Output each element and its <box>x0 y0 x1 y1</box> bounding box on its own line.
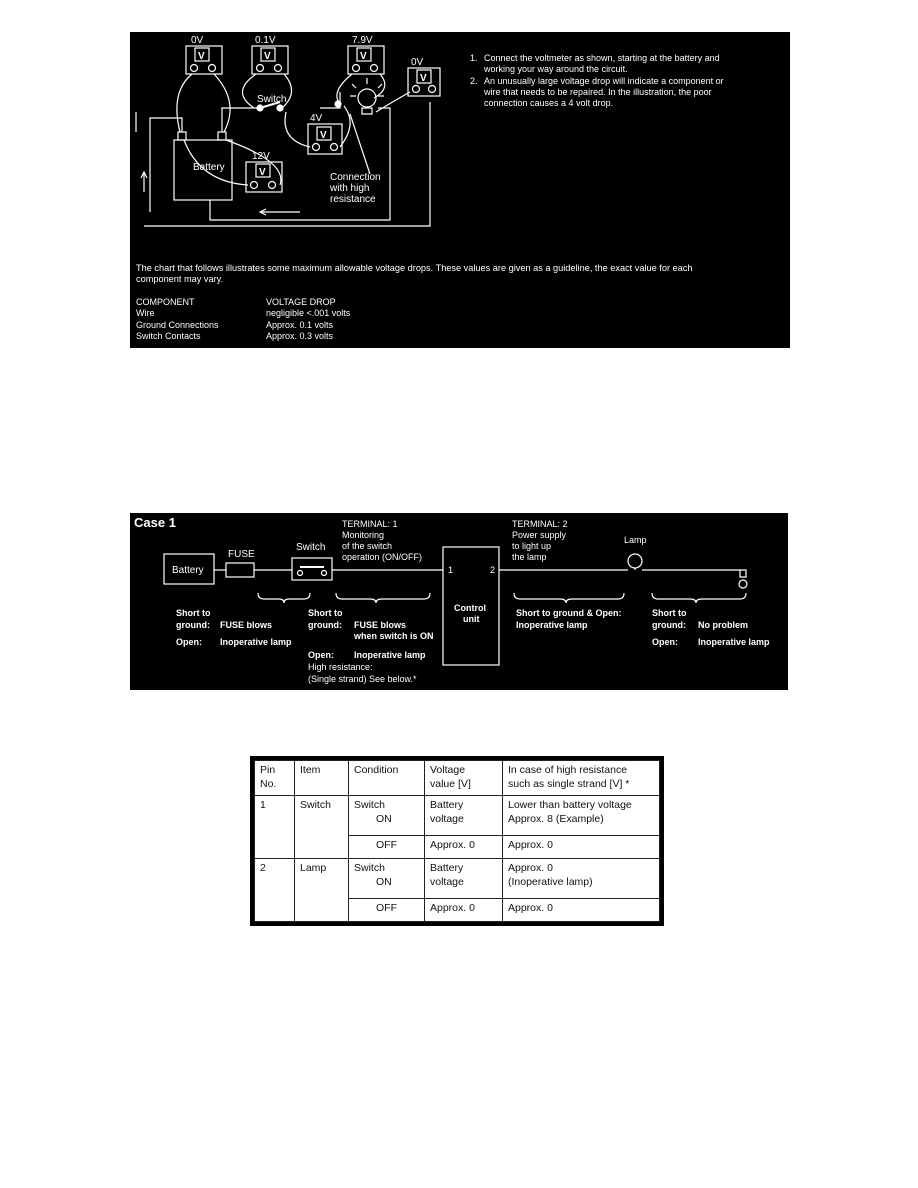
control-unit-line-2: unit <box>463 614 480 624</box>
chart-header-component: COMPONENT <box>136 297 195 307</box>
item-cell: Switch <box>295 796 349 859</box>
condition-cell <box>349 898 425 921</box>
chart-header-drop: VOLTAGE DROP <box>266 297 336 307</box>
meter-v-1: V <box>198 51 205 62</box>
battery-label: Battery <box>172 565 204 576</box>
chart-row-3-drop: Approx. 0.3 volts <box>266 331 334 341</box>
pin-voltage-table-frame <box>250 756 664 926</box>
terminal-2-line-1: TERMINAL: 2 <box>512 519 568 529</box>
high-res-line-2: Approx. 8 (Example) <box>508 813 604 825</box>
lamp-symbol <box>628 554 642 568</box>
voltmeter-circuit-diagram <box>130 32 460 232</box>
step-2-line-3: connection causes a 4 volt drop. <box>484 98 614 108</box>
header-high-res-line-2: such as single strand [V] * <box>508 778 630 790</box>
header-voltage-line-1: Voltage <box>430 764 466 776</box>
condition-line-1: Switch <box>354 861 385 874</box>
header-condition-text: Condition <box>354 764 399 776</box>
seg1-open-value: Inoperative lamp <box>220 637 292 647</box>
reading-12v: 12V <box>252 151 270 162</box>
voltage-cell <box>425 858 503 898</box>
case-1-figure <box>130 513 788 690</box>
condition-line-2: ON <box>376 813 392 825</box>
seg2-high-res-1: High resistance: <box>308 662 373 672</box>
switch-box <box>292 558 332 580</box>
seg2-open-value: Inoperative lamp <box>354 650 426 660</box>
lamp-label: Lamp <box>624 535 647 545</box>
battery-label: Battery <box>193 162 225 173</box>
connection-label-3: resistance <box>330 194 376 205</box>
terminal-1-line-4: operation (ON/OFF) <box>342 552 423 562</box>
meter-v-2: V <box>264 51 271 62</box>
step-1-line-1: Connect the voltmeter as shown, starting at the battery and <box>484 53 720 63</box>
chart-row-1-component: Wire <box>136 308 155 318</box>
seg1-open-label: Open: <box>176 637 202 647</box>
header-voltage <box>425 761 503 796</box>
step-2-line-1: An unusually large voltage drop will indicate a component or <box>484 76 724 86</box>
step-2-line-2: wire that needs to be repaired. In the illustration, the poor <box>484 87 712 97</box>
voltage-line-2: voltage <box>430 813 464 825</box>
seg2-high-res-2: (Single strand) See below.* <box>308 674 417 684</box>
header-pin-line-1: Pin <box>260 764 276 776</box>
pin-1-label: 1 <box>448 565 454 575</box>
chart-row-2-component: Ground Connections <box>136 320 219 330</box>
table-row <box>255 858 660 898</box>
condition-cell <box>349 835 425 858</box>
voltage-line-2: voltage <box>430 875 464 888</box>
seg4-open-value: Inoperative lamp <box>698 637 770 647</box>
case-1-circuit-diagram <box>130 513 788 690</box>
seg3-line-1: Short to ground & Open: <box>516 608 622 618</box>
terminal-2-line-2: Power supply <box>512 530 567 540</box>
table-header-row <box>255 761 660 796</box>
seg2-short-label-2: ground: <box>308 620 342 630</box>
reading-4v: 4V <box>310 113 323 124</box>
condition-line-2: ON <box>376 875 392 888</box>
condition-line-1: OFF <box>376 901 397 914</box>
high-res-cell <box>503 858 660 898</box>
seg4-open-label: Open: <box>652 637 678 647</box>
seg2-short-label-1: Short to <box>308 608 343 618</box>
terminal-2-line-4: the lamp <box>512 552 547 562</box>
step-2-number: 2. <box>470 76 478 86</box>
voltage-line-1: Battery <box>430 799 464 811</box>
meter-v-3: V <box>360 51 367 62</box>
high-res-line-1: Approx. 0 <box>508 861 553 874</box>
meter-v-6: V <box>259 167 266 178</box>
header-pin <box>255 761 295 796</box>
fuse-label: FUSE <box>228 549 255 560</box>
chart-row-2-drop: Approx. 0.1 volts <box>266 320 334 330</box>
fuse-box <box>226 563 254 577</box>
high-res-line-2: (Inoperative lamp) <box>508 875 593 888</box>
header-pin-line-2: No. <box>260 778 277 790</box>
condition-cell <box>349 796 425 836</box>
condition-line-1: OFF <box>376 838 397 851</box>
pin-voltage-table <box>254 760 660 922</box>
high-res-cell: Approx. 0 <box>503 835 660 858</box>
seg1-short-label-2: ground: <box>176 620 210 630</box>
seg1-short-value: FUSE blows <box>220 620 273 630</box>
step-1-number: 1. <box>470 53 478 63</box>
reading-0-1v: 0.1V <box>255 35 276 46</box>
seg4-short-value: No problem <box>698 620 749 630</box>
voltage-cell <box>425 796 503 836</box>
seg2-short-value-1: FUSE blows <box>354 620 407 630</box>
step-1-line-2: working your way around the circuit. <box>484 64 628 74</box>
terminal-2-line-3: to light up <box>512 541 552 551</box>
item-cell: Lamp <box>295 858 349 921</box>
table-row <box>255 796 660 836</box>
terminal-1-line-3: of the switch <box>342 541 393 551</box>
seg1-short-label-1: Short to <box>176 608 211 618</box>
high-res-cell <box>503 796 660 836</box>
switch-label: Switch <box>257 94 287 105</box>
voltage-drop-figure <box>130 32 790 348</box>
seg3-line-2: Inoperative lamp <box>516 620 588 630</box>
chart-row-3-component: Switch Contacts <box>136 331 201 341</box>
terminal-1-line-1: TERMINAL: 1 <box>342 519 398 529</box>
connection-label-2: with high <box>330 183 370 194</box>
pin-2-label: 2 <box>490 565 496 575</box>
seg2-short-value-2: when switch is ON <box>354 631 434 641</box>
connection-label-1: Connection <box>330 172 381 183</box>
reading-7-9v: 7.9V <box>352 35 373 46</box>
header-voltage-line-2: value [V] <box>430 778 471 790</box>
chart-intro-line-2: component may vary. <box>136 274 224 284</box>
header-item-text: Item <box>300 764 321 776</box>
control-unit-line-1: Control <box>454 603 486 613</box>
header-condition <box>349 761 425 796</box>
seg4-short-label-2: ground: <box>652 620 686 630</box>
header-high-resistance <box>503 761 660 796</box>
high-res-cell: Approx. 0 <box>503 898 660 921</box>
condition-line-1: Switch <box>354 799 385 811</box>
header-high-res-line-1: In case of high resistance <box>508 764 628 776</box>
switch-label: Switch <box>296 542 326 553</box>
meter-v-4: V <box>420 73 427 84</box>
pin-cell: 1 <box>255 796 295 859</box>
voltage-cell: Approx. 0 <box>425 835 503 858</box>
high-res-line-1: Lower than battery voltage <box>508 799 632 811</box>
voltage-cell: Approx. 0 <box>425 898 503 921</box>
chart-intro-line-1: The chart that follows illustrates some maximum allowable voltage drops. These values are given as a guideline, the exact value for each <box>136 263 693 273</box>
battery-terminal-minus <box>218 132 226 140</box>
seg4-short-label-1: Short to <box>652 608 687 618</box>
header-item <box>295 761 349 796</box>
pin-cell: 2 <box>255 858 295 921</box>
meter-v-5: V <box>320 130 327 141</box>
chart-row-1-drop: negligible <.001 volts <box>266 308 351 318</box>
voltage-line-1: Battery <box>430 861 464 874</box>
reading-0v-b: 0V <box>411 57 424 68</box>
reading-0v-a: 0V <box>191 35 204 46</box>
battery-terminal-plus <box>178 132 186 140</box>
condition-cell <box>349 858 425 898</box>
seg2-open-label: Open: <box>308 650 334 660</box>
terminal-1-line-2: Monitoring <box>342 530 385 540</box>
case-title: Case 1 <box>134 515 176 530</box>
